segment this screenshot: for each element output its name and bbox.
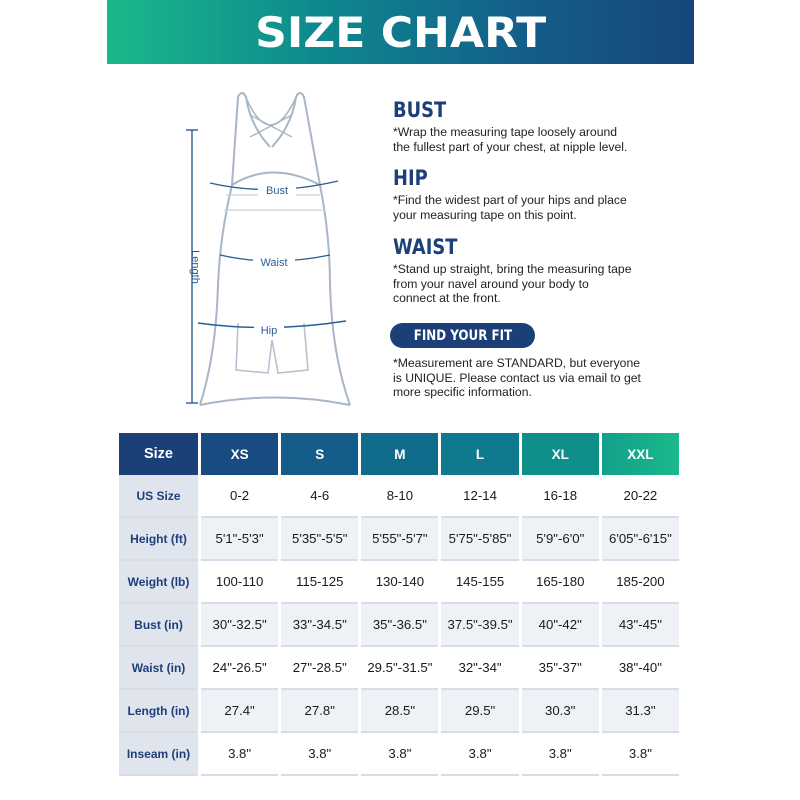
table-row: [119, 647, 679, 690]
waist-heading: WAIST: [393, 235, 458, 259]
table-cell: 185-200: [602, 561, 679, 604]
table-header-row: [119, 433, 679, 475]
table-cell: 35"-37": [522, 647, 599, 690]
table-cell: 27.8": [281, 690, 358, 733]
table-cell: 29.5"-31.5": [361, 647, 438, 690]
table-row: [119, 561, 679, 604]
table-cell: 27.4": [201, 690, 278, 733]
size-header-xs: XS: [201, 433, 278, 475]
bust-description: *Wrap the measuring tape loosely around the fullest part of your chest, at nipple level.: [393, 125, 628, 154]
size-header-xl: XL: [522, 433, 599, 475]
row-label-height: Height (ft): [119, 518, 198, 561]
table-cell: 28.5": [361, 690, 438, 733]
table-cell: 4-6: [281, 475, 358, 518]
size-header-xxl: XXL: [602, 433, 679, 475]
table-row: [119, 604, 679, 647]
row-label-inseam: Inseam (in): [119, 733, 198, 776]
size-header-m: M: [361, 433, 438, 475]
waist-label: Waist: [260, 257, 288, 269]
table-cell: 100-110: [201, 561, 278, 604]
row-label-us-size: US Size: [119, 475, 198, 518]
find-your-fit-label: FIND YOUR FIT: [413, 327, 512, 344]
fit-note: *Measurement are STANDARD, but everyone is UNIQUE. Please contact us via email to get more specific information.: [393, 356, 641, 399]
table-cell: 3.8": [201, 733, 278, 776]
table-cell: 8-10: [361, 475, 438, 518]
table-cell: 145-155: [441, 561, 518, 604]
hip-label: Hip: [260, 325, 278, 337]
page-title: SIZE CHART: [254, 7, 547, 57]
table-cell: 115-125: [281, 561, 358, 604]
length-label: Length: [189, 250, 201, 284]
table-cell: 3.8": [281, 733, 358, 776]
table-cell: 35"-36.5": [361, 604, 438, 647]
table-cell: 16-18: [522, 475, 599, 518]
row-label-bust: Bust (in): [119, 604, 198, 647]
table-cell: 5'9"-6'0": [522, 518, 599, 561]
table-cell: 3.8": [522, 733, 599, 776]
table-cell: 12-14: [441, 475, 518, 518]
table-row: [119, 733, 679, 776]
table-row: [119, 475, 679, 518]
bust-label: Bust: [265, 185, 289, 197]
table-cell: 130-140: [361, 561, 438, 604]
find-your-fit-badge: [390, 323, 535, 348]
table-cell: 0-2: [201, 475, 278, 518]
table-cell: 20-22: [602, 475, 679, 518]
table-cell: 31.3": [602, 690, 679, 733]
hip-description: *Find the widest part of your hips and place your measuring tape on this point.: [393, 193, 627, 222]
table-cell: 43"-45": [602, 604, 679, 647]
table-cell: 33"-34.5": [281, 604, 358, 647]
table-cell: 3.8": [361, 733, 438, 776]
garment-illustration: [180, 85, 365, 415]
title-banner: [107, 0, 694, 64]
table-cell: 24"-26.5": [201, 647, 278, 690]
waist-description: *Stand up straight, bring the measuring tape from your navel around your body to connect at the front.: [393, 262, 632, 305]
table-cell: 5'75"-5'85": [441, 518, 518, 561]
size-header-s: S: [281, 433, 358, 475]
table-cell: 5'1"-5'3": [201, 518, 278, 561]
table-cell: 40"-42": [522, 604, 599, 647]
table-cell: 30"-32.5": [201, 604, 278, 647]
table-row: [119, 690, 679, 733]
table-cell: 3.8": [602, 733, 679, 776]
table-cell: 37.5"-39.5": [441, 604, 518, 647]
row-label-waist: Waist (in): [119, 647, 198, 690]
table-cell: 30.3": [522, 690, 599, 733]
size-table: [116, 433, 682, 776]
table-cell: 3.8": [441, 733, 518, 776]
table-cell: 5'55"-5'7": [361, 518, 438, 561]
row-label-length: Length (in): [119, 690, 198, 733]
table-cell: 38"-40": [602, 647, 679, 690]
hip-heading: HIP: [393, 166, 428, 190]
table-cell: 32"-34": [441, 647, 518, 690]
size-header-l: L: [441, 433, 518, 475]
table-cell: 6'05"-6'15": [602, 518, 679, 561]
table-corner-cell: Size: [119, 433, 198, 475]
table-cell: 29.5": [441, 690, 518, 733]
table-row: [119, 518, 679, 561]
table-cell: 5'35"-5'5": [281, 518, 358, 561]
bust-heading: BUST: [393, 98, 447, 122]
table-cell: 27"-28.5": [281, 647, 358, 690]
row-label-weight: Weight (lb): [119, 561, 198, 604]
table-cell: 165-180: [522, 561, 599, 604]
dress-outline-icon: [180, 85, 365, 415]
